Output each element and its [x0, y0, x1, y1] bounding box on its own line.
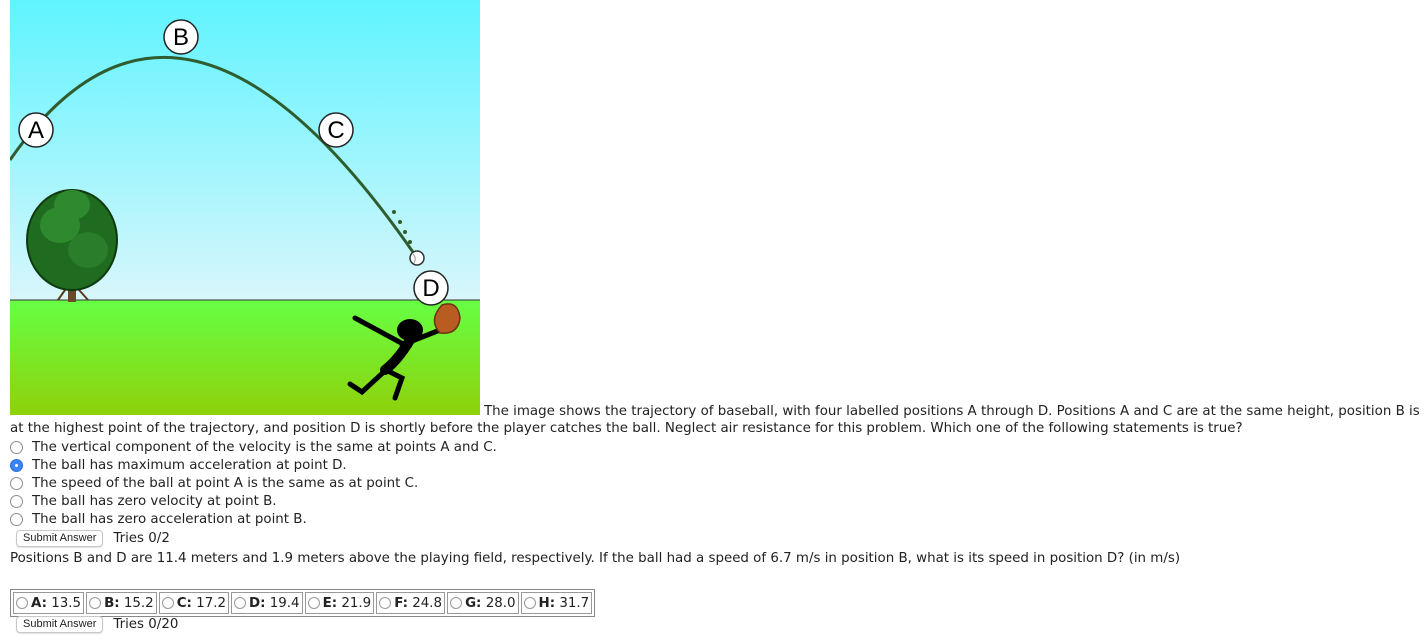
answer-choices [10, 589, 595, 617]
choice-d-radio[interactable] [234, 597, 246, 609]
option-2[interactable] [10, 456, 497, 474]
option-5-radio[interactable] [10, 513, 23, 526]
option-5[interactable] [10, 510, 497, 528]
question1-submit-button[interactable]: Submit Answer [16, 530, 103, 547]
choice-h[interactable]: H: 31.7 [521, 592, 593, 614]
label-c [319, 113, 353, 147]
choice-b-radio[interactable] [89, 597, 101, 609]
choice-f[interactable]: F: 24.8 [376, 592, 445, 614]
question1-options [10, 438, 497, 528]
choice-e[interactable]: E: 21.9 [305, 592, 375, 614]
choice-a[interactable]: A: 13.5 [13, 592, 84, 614]
option-1-radio[interactable] [10, 441, 23, 454]
svg-text:B: B [172, 24, 190, 51]
choice-g[interactable]: G: 28.0 [447, 592, 518, 614]
choice-e-radio[interactable] [308, 597, 320, 609]
option-5-label: The ball has zero acceleration at point B. [32, 511, 307, 527]
baseball [410, 251, 424, 265]
svg-text:D: D [422, 275, 440, 302]
choice-h-radio[interactable] [524, 597, 536, 609]
label-b [164, 20, 198, 54]
question2-text: Positions B and D are 11.4 meters and 1.9 meters above the playing field, respectively. If the ball had a speed of 6.7 m/s in position B, what is its speed in position D? (in m/s) [10, 551, 1181, 566]
label-a [19, 113, 53, 147]
question2-submit-row [16, 616, 178, 633]
question2-tries: Tries 0/20 [113, 617, 179, 632]
choice-c[interactable]: C: 17.2 [159, 592, 229, 614]
choice-f-radio[interactable] [379, 597, 391, 609]
question1-submit-row [16, 530, 170, 547]
svg-text:A: A [27, 117, 45, 144]
option-1-label: The vertical component of the velocity is the same at points A and C. [32, 439, 497, 455]
option-1[interactable] [10, 438, 497, 456]
option-2-radio[interactable] [10, 459, 23, 472]
svg-text:C: C [327, 117, 345, 144]
choice-g-radio[interactable] [450, 597, 462, 609]
choice-d[interactable]: D: 19.4 [231, 592, 303, 614]
option-4-label: The ball has zero velocity at point B. [32, 493, 277, 509]
question1-line2: at the highest point of the trajectory, and position D is shortly before the player catches the ball. Neglect air resistance for this problem. Which one of the following statements is true? [10, 421, 1243, 436]
label-d [414, 271, 448, 305]
option-3[interactable] [10, 474, 497, 492]
question1-text [10, 403, 1424, 437]
choice-a-radio[interactable] [16, 597, 28, 609]
option-4-radio[interactable] [10, 495, 23, 508]
choice-c-radio[interactable] [162, 597, 174, 609]
trajectory-figure [10, 0, 480, 415]
question1-line1: The image shows the trajectory of baseball, with four labelled positions A through D. Positions A and C are at the same height, position B is [484, 404, 1420, 419]
option-4[interactable] [10, 492, 497, 510]
option-3-label: The speed of the ball at point A is the same as at point C. [32, 475, 419, 491]
question2-submit-button[interactable]: Submit Answer [16, 616, 103, 633]
option-2-label: The ball has maximum acceleration at point D. [32, 457, 347, 473]
question1-tries: Tries 0/2 [113, 531, 170, 546]
grass [10, 300, 480, 415]
choice-b[interactable]: B: 15.2 [86, 592, 157, 614]
option-3-radio[interactable] [10, 477, 23, 490]
